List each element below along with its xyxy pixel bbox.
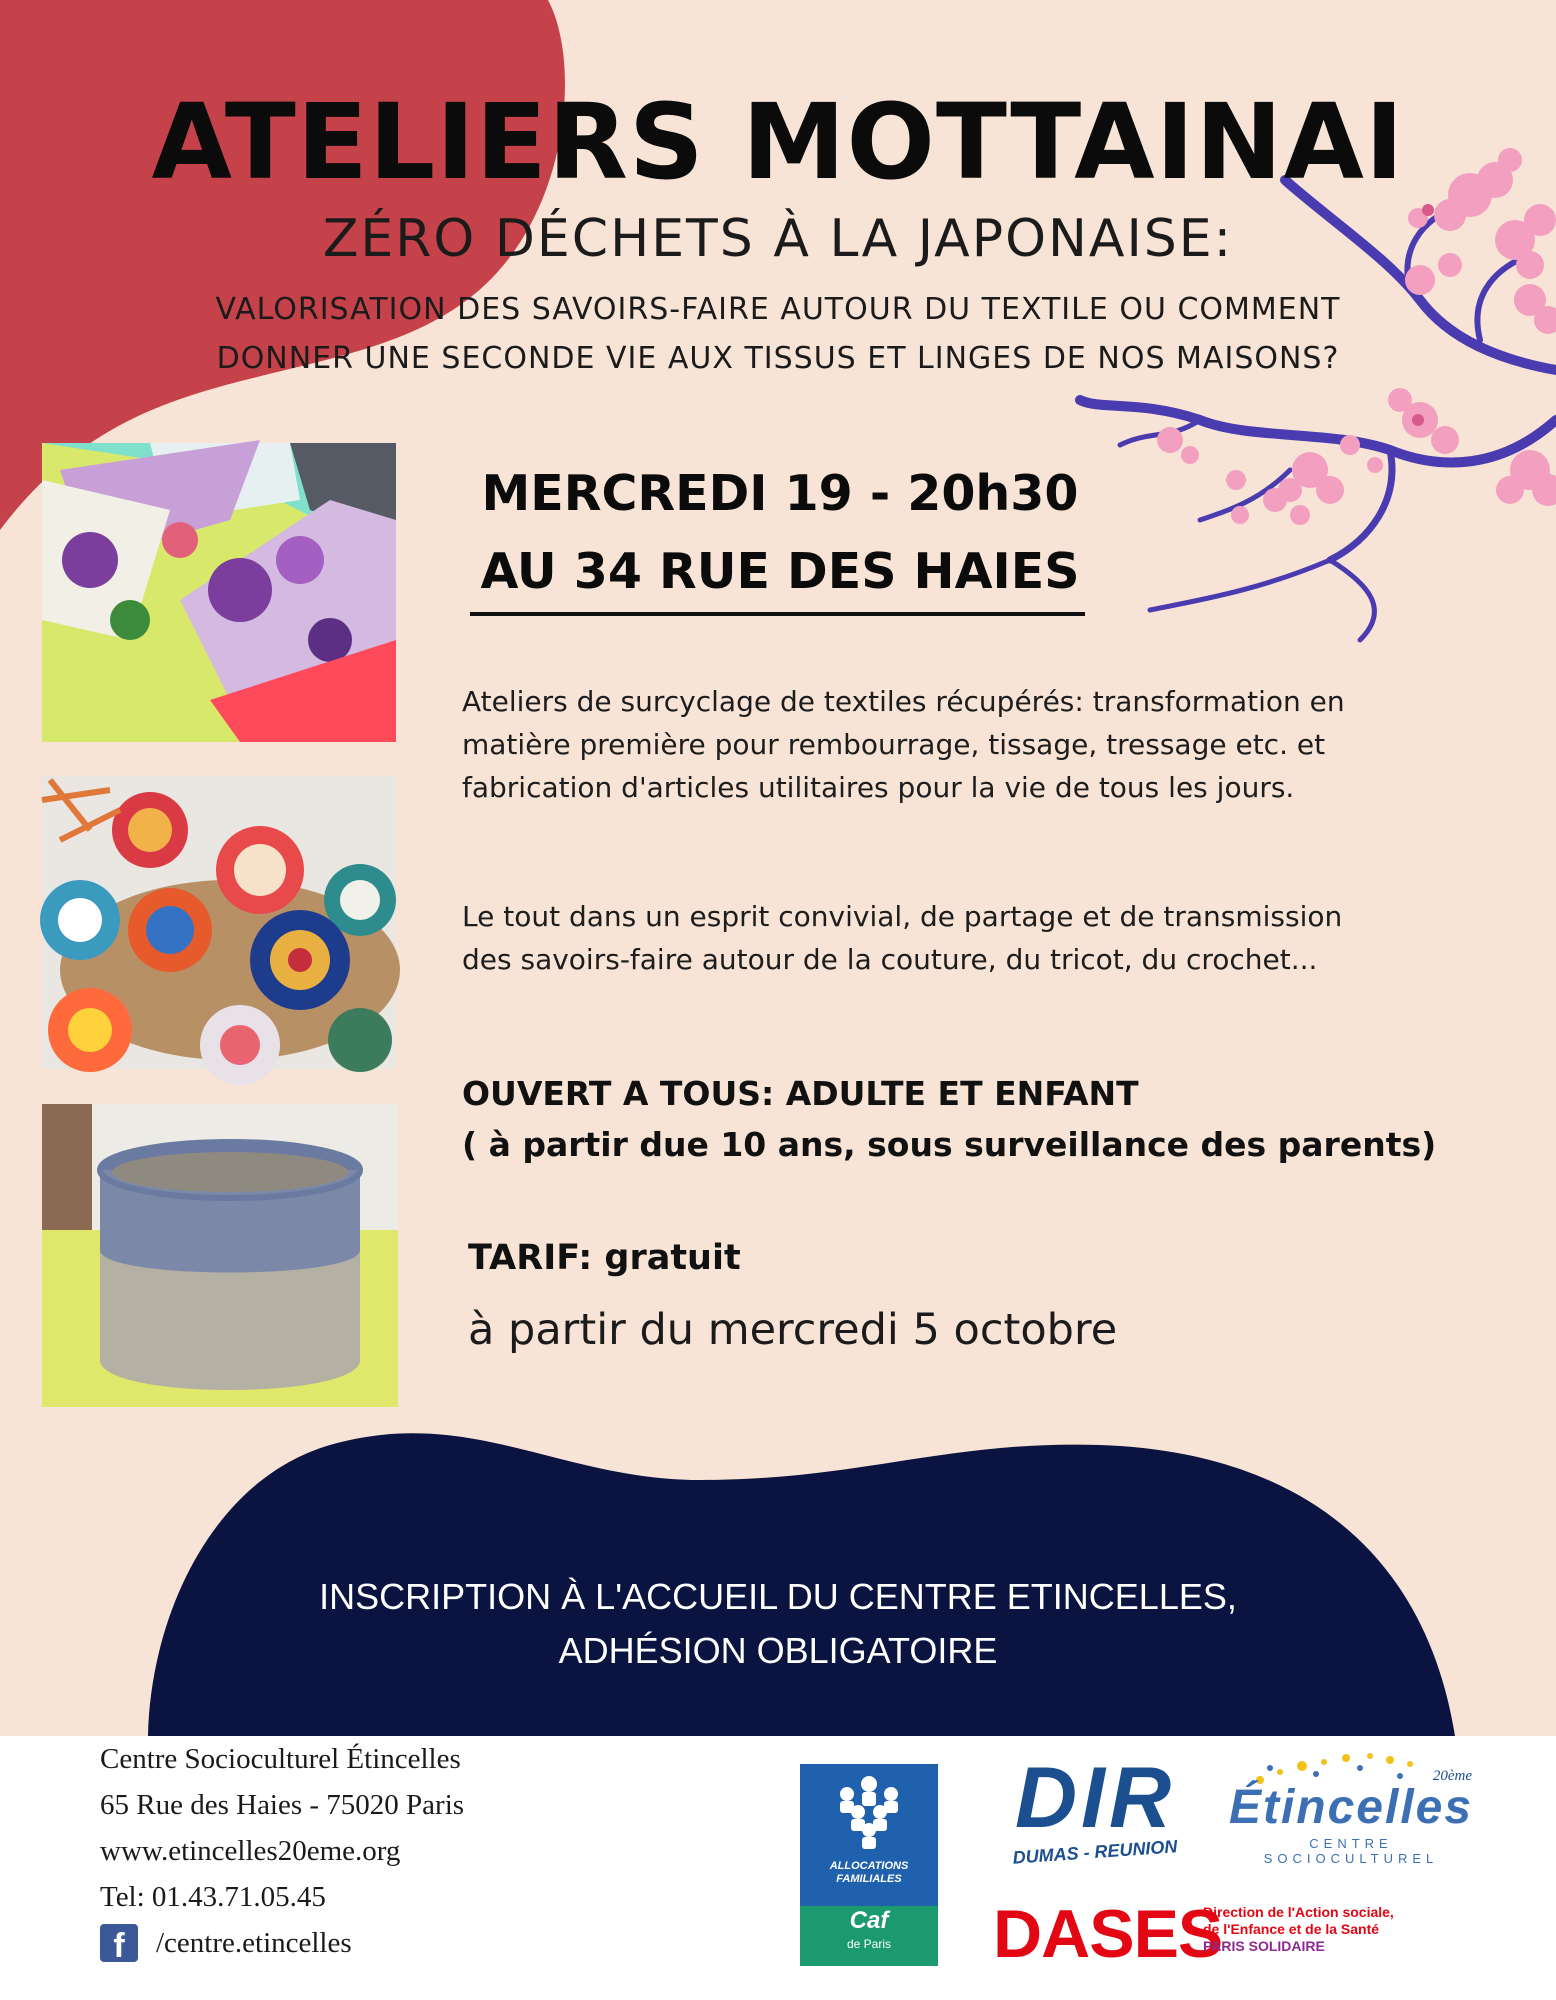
dases-desc-line-2: de l'Enfance et de la Santé <box>1203 1921 1380 1937</box>
etincelles-name: Étincelles <box>1228 1781 1474 1834</box>
facebook-icon: f <box>100 1924 138 1962</box>
dases-desc-line-1: Direction de l'Action sociale, <box>1203 1904 1394 1920</box>
dases-logo <box>993 1898 1413 1970</box>
contact-block <box>100 1736 464 1966</box>
etincelles-subtitle: CENTRE SOCIOCULTUREL <box>1263 1836 1439 1866</box>
caf-logo <box>800 1764 938 1966</box>
tarif: TARIF: gratuit <box>468 1238 741 1278</box>
photo-crochet-basket <box>42 1104 398 1407</box>
contact-phone: Tel: 01.43.71.05.45 <box>100 1881 326 1913</box>
description-paragraph-1: Ateliers de surcyclage de textiles récupérés: transformation en matière première pour rembourrage, tissage, tressage etc. et fabrication d'articles utilitaires pour la vie de tous les jours. <box>462 685 1345 804</box>
event-date-time: MERCREDI 19 - 20h30 <box>481 465 1079 522</box>
audience-line-2: ( à partir due 10 ans, sous surveillance des parents) <box>462 1125 1437 1164</box>
contact-address: 65 Rue des Haies - 75020 Paris <box>100 1789 465 1821</box>
caf-logo-top <box>800 1764 938 1906</box>
poster-title: ATELIERS MOTTAINAI <box>151 81 1405 203</box>
event-place: AU 34 RUE DES HAIES <box>480 543 1080 600</box>
etincelles-badge: 20ème <box>1432 1768 1472 1784</box>
dases-description <box>1203 1904 1394 1955</box>
dases-name: DASES <box>993 1896 1223 1972</box>
event-when <box>440 455 1120 611</box>
intro-line-1: VALORISATION DES SAVOIRS-FAIRE AUTOUR DU TEXTILE OU COMMENT <box>215 292 1341 327</box>
photo-pincushions <box>40 776 400 1085</box>
inscription-line-2: ADHÉSION OBLIGATOIRE <box>558 1630 998 1671</box>
facebook-row[interactable] <box>100 1920 464 1966</box>
photo-fabric-coasters <box>42 440 396 742</box>
divider <box>470 612 1085 616</box>
contact-name: Centre Socioculturel Étincelles <box>100 1743 461 1775</box>
dases-desc-line-3: PARIS SOLIDAIRE <box>1203 1938 1325 1954</box>
poster-subtitle: ZÉRO DÉCHETS À LA JAPONAISE: <box>322 209 1234 269</box>
intro-text <box>0 285 1556 383</box>
dir-name: DIR <box>1014 1750 1176 1846</box>
inscription-line-1: INSCRIPTION À L'ACCUEIL DU CENTRE ETINCELLES, <box>319 1576 1237 1617</box>
dir-logo <box>995 1750 1195 1868</box>
audience-info <box>462 1068 1522 1170</box>
caf-name: Caf <box>849 1907 889 1934</box>
caf-city: de Paris <box>846 1937 892 1951</box>
contact-website[interactable]: www.etincelles20eme.org <box>100 1835 401 1867</box>
inscription-info <box>0 1570 1556 1678</box>
dir-subtitle: DUMAS - REUNION <box>1012 1836 1178 1868</box>
facebook-handle[interactable]: /centre.etincelles <box>156 1927 352 1959</box>
intro-line-2: DONNER UNE SECONDE VIE AUX TISSUS ET LINGES DE NOS MAISONS? <box>216 341 1340 376</box>
caf-label-1: ALLOCATIONS <box>829 1860 909 1872</box>
caf-label-2: FAMILIALES <box>836 1873 902 1885</box>
caf-logo-bottom <box>800 1906 938 1966</box>
audience-line-1: OUVERT A TOUS: ADULTE ET ENFANT <box>462 1074 1139 1113</box>
start-date: à partir du mercredi 5 octobre <box>468 1305 1118 1355</box>
etincelles-logo <box>1220 1750 1482 1866</box>
caf-label <box>800 1860 938 1886</box>
caf-family-icon <box>800 1764 938 1860</box>
description-paragraph-2: Le tout dans un esprit convivial, de partage et de transmission des savoirs-faire autour de la couture, du tricot, du crochet... <box>462 900 1343 976</box>
